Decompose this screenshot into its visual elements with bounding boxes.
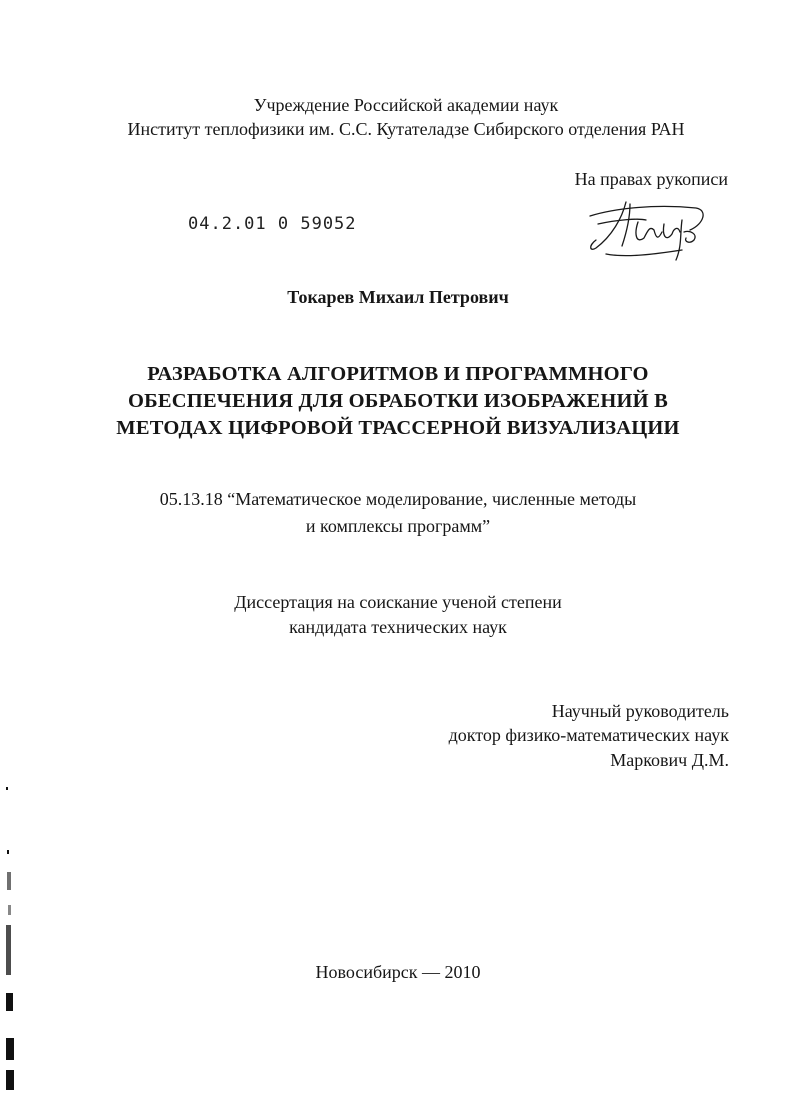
- title-line: РАЗРАБОТКА АЛГОРИТМОВ И ПРОГРАММНОГО: [147, 363, 649, 385]
- scan-mark: [6, 1038, 14, 1060]
- supervisor-degree: доктор физико-математических наук: [448, 725, 729, 745]
- title-line: МЕТОДАХ ЦИФРОВОЙ ТРАССЕРНОЙ ВИЗУАЛИЗАЦИИ: [116, 417, 680, 439]
- scan-mark: [6, 993, 13, 1011]
- scan-mark: [6, 925, 11, 975]
- institution-line-1: Учреждение Российской академии наук: [253, 95, 559, 115]
- supervisor-label: Научный руководитель: [551, 701, 729, 721]
- signature-icon: [586, 194, 712, 268]
- author-name: Токарев Михаил Петрович: [287, 287, 509, 307]
- specialty-line-1: 05.13.18 “Математическое моделирование, численные методы: [159, 489, 637, 509]
- scan-mark: [6, 787, 8, 790]
- specialty-line-2: и комплексы программ”: [305, 516, 491, 536]
- manuscript-note: На правах рукописи: [574, 169, 728, 189]
- title-line: ОБЕСПЕЧЕНИЯ ДЛЯ ОБРАБОТКИ ИЗОБРАЖЕНИЙ В: [128, 390, 668, 412]
- degree-line-2: кандидата технических наук: [289, 617, 507, 637]
- degree-line-1: Диссертация на соискание ученой степени: [234, 592, 562, 612]
- institution-line-2: Институт теплофизики им. С.С. Кутателадзе Сибирского отделения РАН: [127, 119, 685, 139]
- scan-mark: [8, 905, 11, 915]
- supervisor-name: Маркович Д.М.: [610, 750, 729, 770]
- scan-mark: [6, 1070, 14, 1090]
- scan-mark: [7, 872, 11, 890]
- registration-number: 04.2.01 0 59052: [188, 214, 357, 234]
- footer-place-year: Новосибирск — 2010: [315, 962, 481, 982]
- dissertation-title: [0, 361, 796, 442]
- scan-mark: [7, 850, 9, 854]
